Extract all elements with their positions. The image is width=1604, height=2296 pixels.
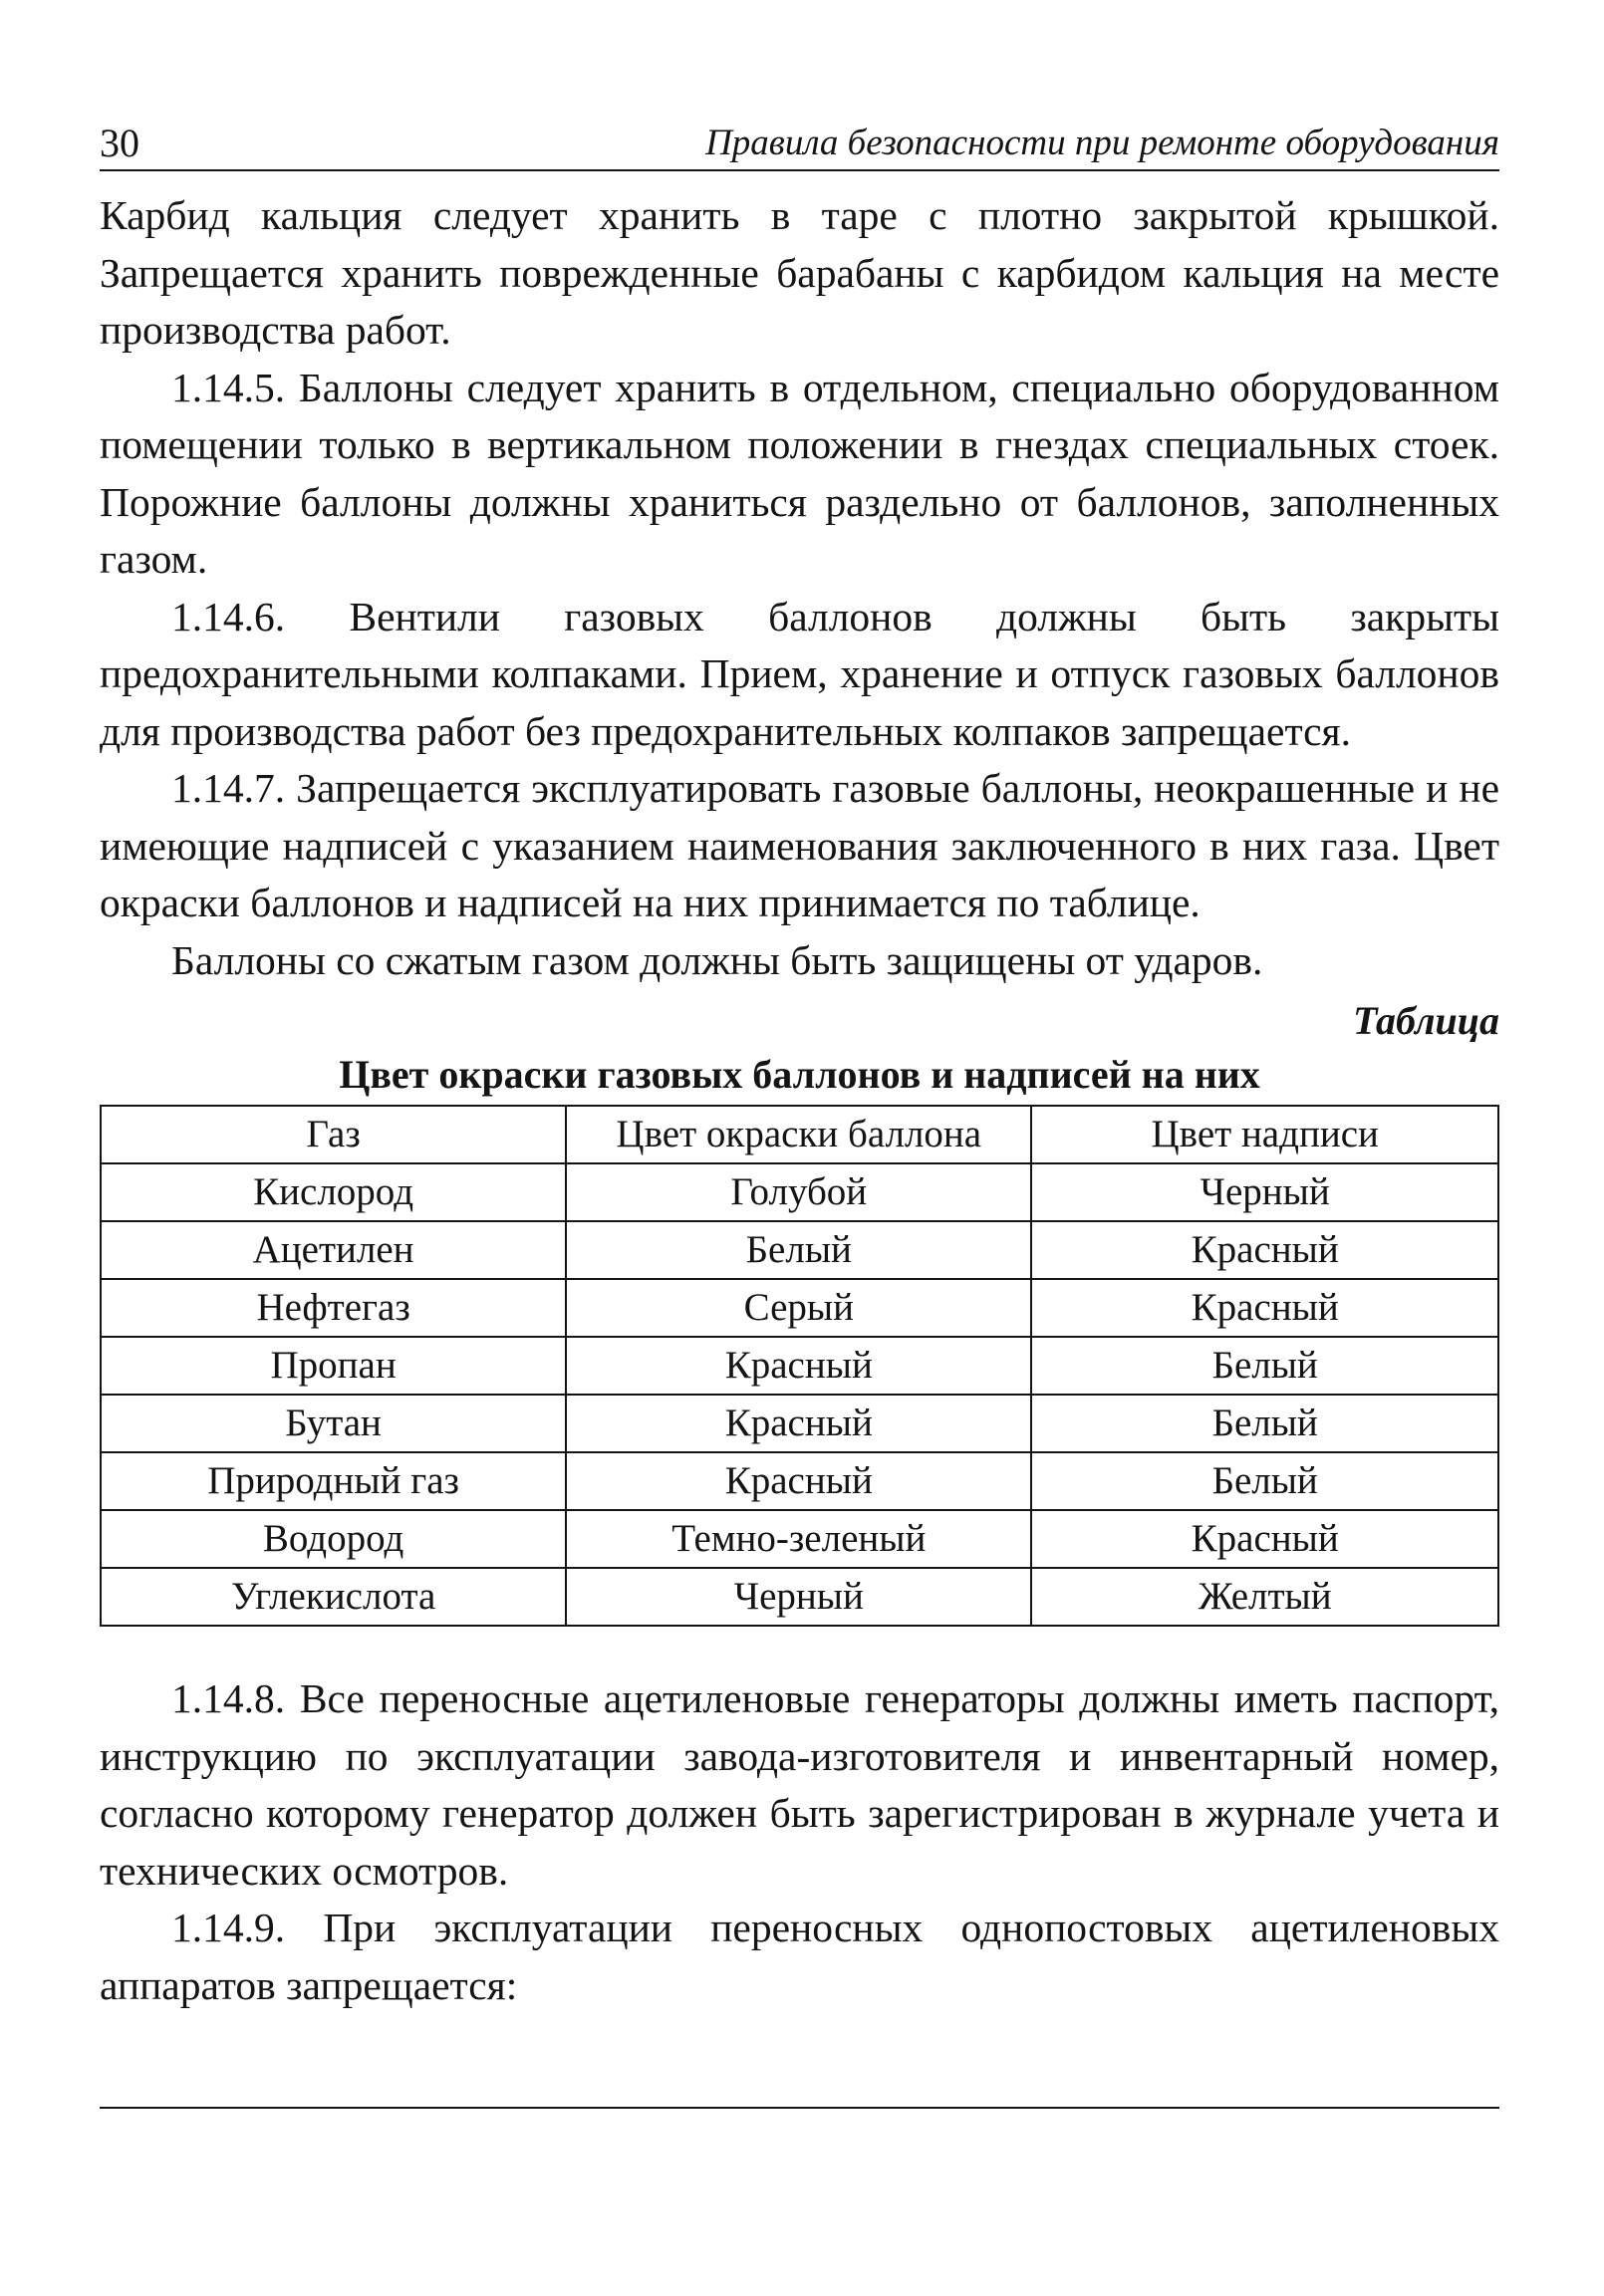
cell-label-color: Красный xyxy=(1031,1510,1498,1568)
cell-gas: Водород xyxy=(101,1510,566,1568)
table-label: Таблица xyxy=(1353,998,1499,1043)
cell-label-color: Красный xyxy=(1031,1279,1498,1337)
body-text xyxy=(100,187,1499,2014)
cell-label-color: Красный xyxy=(1031,1221,1498,1279)
paragraph-calcium-carbide: Карбид кальция следует хранить в таре с плотно закрытой крышкой. Запрещается хранить поврежденные барабаны с карбидом кальция на месте производства работ. xyxy=(100,192,1499,353)
running-title: Правила безопасности при ремонте оборудования xyxy=(705,123,1499,163)
page-header xyxy=(100,120,1499,171)
cell-cylinder-color: Темно-зеленый xyxy=(566,1510,1031,1568)
cell-label-color: Белый xyxy=(1031,1395,1498,1452)
paragraph-1-14-6: 1.14.6. Вентили газовых баллонов должны быть закрыты предохранительными колпаками. Прием, хранение и отпуск газовых баллонов для производства работ без предохранительных колпаков запрещается. xyxy=(100,593,1499,754)
table-row xyxy=(101,1279,1498,1337)
paragraph-1-14-7: 1.14.7. Запрещается эксплуатировать газовые баллоны, неокрашенные и не имеющие надписей с указанием наименования заключенного в них газа. Цвет окраски баллонов и надписей на них принимается по таблице. xyxy=(100,765,1499,925)
cell-gas: Кислород xyxy=(101,1163,566,1221)
cell-cylinder-color: Голубой xyxy=(566,1163,1031,1221)
table-row xyxy=(101,1221,1498,1279)
cell-cylinder-color: Красный xyxy=(566,1452,1031,1510)
table-row xyxy=(101,1337,1498,1395)
cell-cylinder-color: Серый xyxy=(566,1279,1031,1337)
cell-gas: Бутан xyxy=(101,1395,566,1452)
cell-label-color: Черный xyxy=(1031,1163,1498,1221)
cell-cylinder-color: Красный xyxy=(566,1337,1031,1395)
cell-label-color: Желтый xyxy=(1031,1568,1498,1626)
table-row xyxy=(101,1395,1498,1452)
page-number: 30 xyxy=(100,121,139,165)
table-row xyxy=(101,1163,1498,1221)
cell-cylinder-color: Красный xyxy=(566,1395,1031,1452)
table-row xyxy=(101,1568,1498,1626)
column-header-label-color: Цвет надписи xyxy=(1031,1106,1498,1163)
cell-gas: Природный газ xyxy=(101,1452,566,1510)
cell-gas: Углекислота xyxy=(101,1568,566,1626)
cell-gas: Нефтегаз xyxy=(101,1279,566,1337)
footer-rule xyxy=(100,2107,1499,2109)
cell-cylinder-color: Черный xyxy=(566,1568,1031,1626)
paragraph-1-14-8: 1.14.8. Все переносные ацетиленовые генераторы должны иметь паспорт, инструкцию по эксплуатации завода-изготовителя и инвентарный номер, согласно которому генератор должен быть зарегистрирован в журнале учета и технических осмотров. xyxy=(100,1675,1499,1894)
paragraph-1-14-9: 1.14.9. При эксплуатации переносных однопостовых ацетиленовых аппаратов запрещается: xyxy=(100,1905,1499,2008)
cell-gas: Пропан xyxy=(101,1337,566,1395)
table-title: Цвет окраски газовых баллонов и надписей на них xyxy=(339,1052,1260,1097)
table-row xyxy=(101,1510,1498,1568)
cell-cylinder-color: Белый xyxy=(566,1221,1031,1279)
paragraph-1-14-5: 1.14.5. Баллоны следует хранить в отдельном, специально оборудованном помещении только в вертикальном положении в гнездах специальных стоек. Порожние баллоны должны храниться раздельно от баллонов, заполненных газом. xyxy=(100,364,1499,582)
table-header-row xyxy=(101,1106,1498,1163)
column-header-cylinder-color: Цвет окраски баллона xyxy=(566,1106,1031,1163)
cell-label-color: Белый xyxy=(1031,1337,1498,1395)
column-header-gas: Газ xyxy=(101,1106,566,1163)
paragraph-cylinder-protection: Баллоны со сжатым газом должны быть защищены от ударов. xyxy=(171,936,1263,983)
cell-label-color: Белый xyxy=(1031,1452,1498,1510)
document-page xyxy=(100,120,1499,2014)
cell-gas: Ацетилен xyxy=(101,1221,566,1279)
table-row xyxy=(101,1452,1498,1510)
cylinder-color-table xyxy=(100,1105,1499,1627)
